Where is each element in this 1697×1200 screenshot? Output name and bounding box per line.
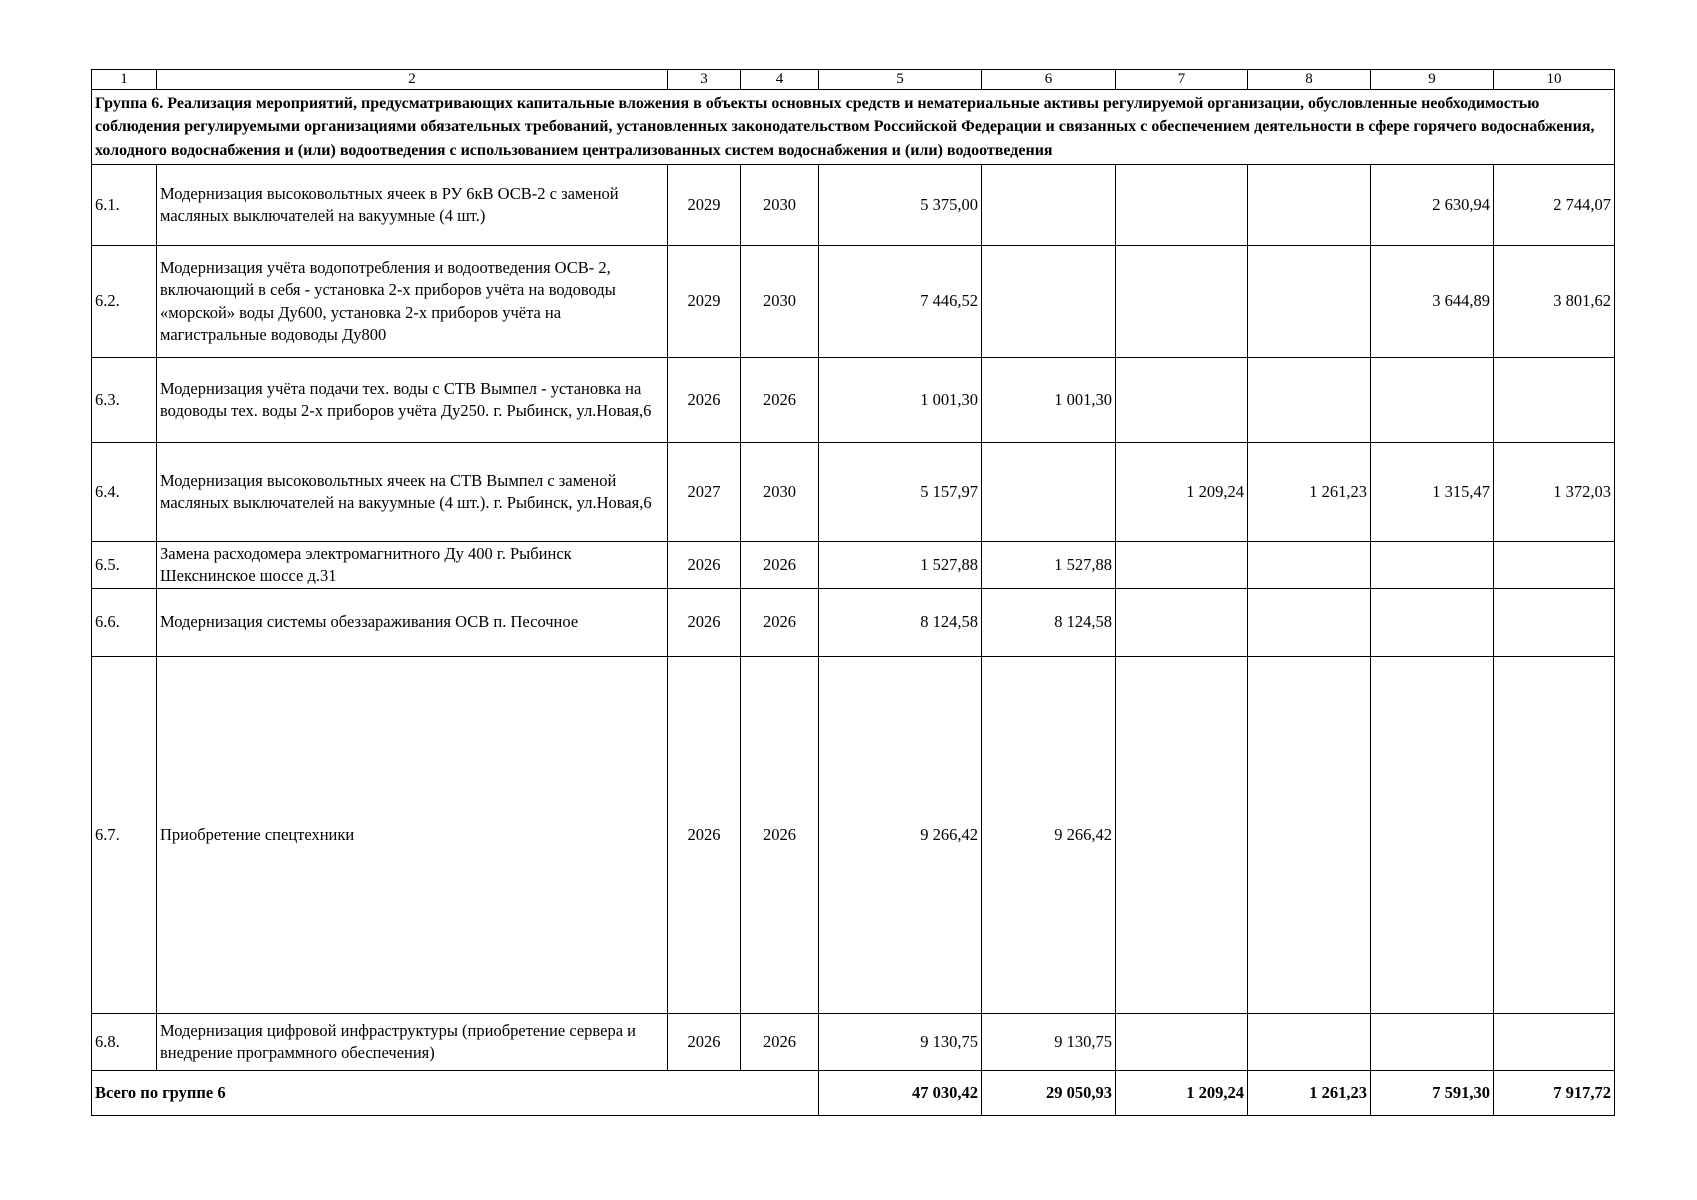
cell-c5: 9 266,42	[819, 657, 982, 1014]
row-number: 6.5.	[92, 542, 157, 589]
cell-c7	[1116, 657, 1248, 1014]
cell-c4: 2030	[741, 165, 819, 246]
table-row	[92, 358, 1615, 443]
table-row	[92, 589, 1615, 657]
cell-c3: 2026	[668, 1014, 741, 1071]
cell-c7	[1116, 589, 1248, 657]
total-c7: 1 209,24	[1116, 1071, 1248, 1116]
cell-c6: 8 124,58	[982, 589, 1116, 657]
cell-c3: 2026	[668, 542, 741, 589]
cell-c6: 9 130,75	[982, 1014, 1116, 1071]
cell-c8	[1248, 589, 1371, 657]
cell-c9	[1371, 657, 1494, 1014]
measure-name: Модернизация цифровой инфраструктуры (приобретение сервера и внедрение программного обеспечения)	[157, 1014, 668, 1071]
cell-c8	[1248, 657, 1371, 1014]
cell-c8	[1248, 542, 1371, 589]
cell-c5: 9 130,75	[819, 1014, 982, 1071]
cell-c9: 1 315,47	[1371, 443, 1494, 542]
cell-c3: 2026	[668, 358, 741, 443]
group-title: Группа 6. Реализация мероприятий, предусматривающих капитальные вложения в объекты основных средств и нематериальные активы регулируемой организации, обусловленные необходимостью соблюдения регулируемыми организациями обязательных требований, установленных законодательством Российской Федерации и связанных с обеспечением деятельности в сфере горячего водоснабжения, холодного водоснабжения и (или) водоотведения с использованием централизованных систем водоснабжения и (или) водоотведения	[92, 90, 1615, 165]
row-number: 6.3.	[92, 358, 157, 443]
cell-c9: 3 644,89	[1371, 246, 1494, 358]
column-number: 5	[819, 70, 982, 90]
cell-c9	[1371, 1014, 1494, 1071]
cell-c6: 9 266,42	[982, 657, 1116, 1014]
cell-c7	[1116, 542, 1248, 589]
cell-c10: 2 744,07	[1494, 165, 1615, 246]
cell-c6	[982, 443, 1116, 542]
cell-c9	[1371, 589, 1494, 657]
cell-c7	[1116, 165, 1248, 246]
cell-c3: 2029	[668, 165, 741, 246]
table-row	[92, 246, 1615, 358]
column-number: 8	[1248, 70, 1371, 90]
column-number: 1	[92, 70, 157, 90]
cell-c6: 1 001,30	[982, 358, 1116, 443]
column-number: 3	[668, 70, 741, 90]
row-number: 6.4.	[92, 443, 157, 542]
cell-c4: 2026	[741, 589, 819, 657]
total-c5: 47 030,42	[819, 1071, 982, 1116]
cell-c7	[1116, 1014, 1248, 1071]
total-c6: 29 050,93	[982, 1071, 1116, 1116]
cell-c5: 7 446,52	[819, 246, 982, 358]
table-row	[92, 542, 1615, 589]
measure-name: Модернизация учёта водопотребления и водоотведения ОСВ- 2, включающий в себя - установка 2-х приборов учёта на водоводы «морской» воды Ду600, установка 2-х приборов учёта на магистральные водоводы Ду800	[157, 246, 668, 358]
cell-c7	[1116, 358, 1248, 443]
cell-c8	[1248, 246, 1371, 358]
cell-c8: 1 261,23	[1248, 443, 1371, 542]
cell-c8	[1248, 1014, 1371, 1071]
cell-c10: 1 372,03	[1494, 443, 1615, 542]
measure-name: Модернизация учёта подачи тех. воды с СТВ Вымпел - установка на водоводы тех. воды 2-х приборов учёта Ду250. г. Рыбинск, ул.Новая,6	[157, 358, 668, 443]
measure-name: Приобретение спецтехники	[157, 657, 668, 1014]
cell-c5: 5 157,97	[819, 443, 982, 542]
table-row	[92, 657, 1615, 1014]
table-row	[92, 443, 1615, 542]
cell-c4: 2026	[741, 542, 819, 589]
cell-c4: 2026	[741, 1014, 819, 1071]
cell-c7: 1 209,24	[1116, 443, 1248, 542]
row-number: 6.8.	[92, 1014, 157, 1071]
measure-name: Замена расходомера электромагнитного Ду 400 г. Рыбинск Шекснинское шоссе д.31	[157, 542, 668, 589]
cell-c4: 2026	[741, 657, 819, 1014]
cell-c9	[1371, 542, 1494, 589]
cell-c5: 8 124,58	[819, 589, 982, 657]
measure-name: Модернизация высоковольтных ячеек на СТВ Вымпел с заменой масляных выключателей на вакуумные (4 шт.). г. Рыбинск, ул.Новая,6	[157, 443, 668, 542]
row-number: 6.2.	[92, 246, 157, 358]
column-number: 4	[741, 70, 819, 90]
column-number: 10	[1494, 70, 1615, 90]
total-row	[92, 1071, 1615, 1116]
row-number: 6.7.	[92, 657, 157, 1014]
column-number: 7	[1116, 70, 1248, 90]
cell-c6: 1 527,88	[982, 542, 1116, 589]
column-number-row	[92, 70, 1615, 90]
total-c9: 7 591,30	[1371, 1071, 1494, 1116]
cell-c4: 2030	[741, 246, 819, 358]
cell-c6	[982, 165, 1116, 246]
cell-c4: 2030	[741, 443, 819, 542]
cell-c8	[1248, 358, 1371, 443]
total-label: Всего по группе 6	[92, 1071, 819, 1116]
investment-table	[91, 69, 1615, 1116]
cell-c4: 2026	[741, 358, 819, 443]
cell-c10	[1494, 542, 1615, 589]
column-number: 2	[157, 70, 668, 90]
cell-c7	[1116, 246, 1248, 358]
group-heading-row	[92, 90, 1615, 165]
total-c8: 1 261,23	[1248, 1071, 1371, 1116]
column-number: 9	[1371, 70, 1494, 90]
cell-c3: 2029	[668, 246, 741, 358]
cell-c8	[1248, 165, 1371, 246]
cell-c10	[1494, 589, 1615, 657]
cell-c3: 2027	[668, 443, 741, 542]
cell-c3: 2026	[668, 657, 741, 1014]
cell-c10: 3 801,62	[1494, 246, 1615, 358]
table-row	[92, 165, 1615, 246]
measure-name: Модернизация системы обеззараживания ОСВ п. Песочное	[157, 589, 668, 657]
total-c10: 7 917,72	[1494, 1071, 1615, 1116]
cell-c5: 1 001,30	[819, 358, 982, 443]
cell-c9: 2 630,94	[1371, 165, 1494, 246]
cell-c3: 2026	[668, 589, 741, 657]
row-number: 6.1.	[92, 165, 157, 246]
cell-c10	[1494, 657, 1615, 1014]
cell-c5: 5 375,00	[819, 165, 982, 246]
column-number: 6	[982, 70, 1116, 90]
cell-c9	[1371, 358, 1494, 443]
table-row	[92, 1014, 1615, 1071]
cell-c10	[1494, 358, 1615, 443]
measure-name: Модернизация высоковольтных ячеек в РУ 6кВ ОСВ-2 с заменой масляных выключателей на вакуумные (4 шт.)	[157, 165, 668, 246]
row-number: 6.6.	[92, 589, 157, 657]
cell-c10	[1494, 1014, 1615, 1071]
cell-c5: 1 527,88	[819, 542, 982, 589]
cell-c6	[982, 246, 1116, 358]
